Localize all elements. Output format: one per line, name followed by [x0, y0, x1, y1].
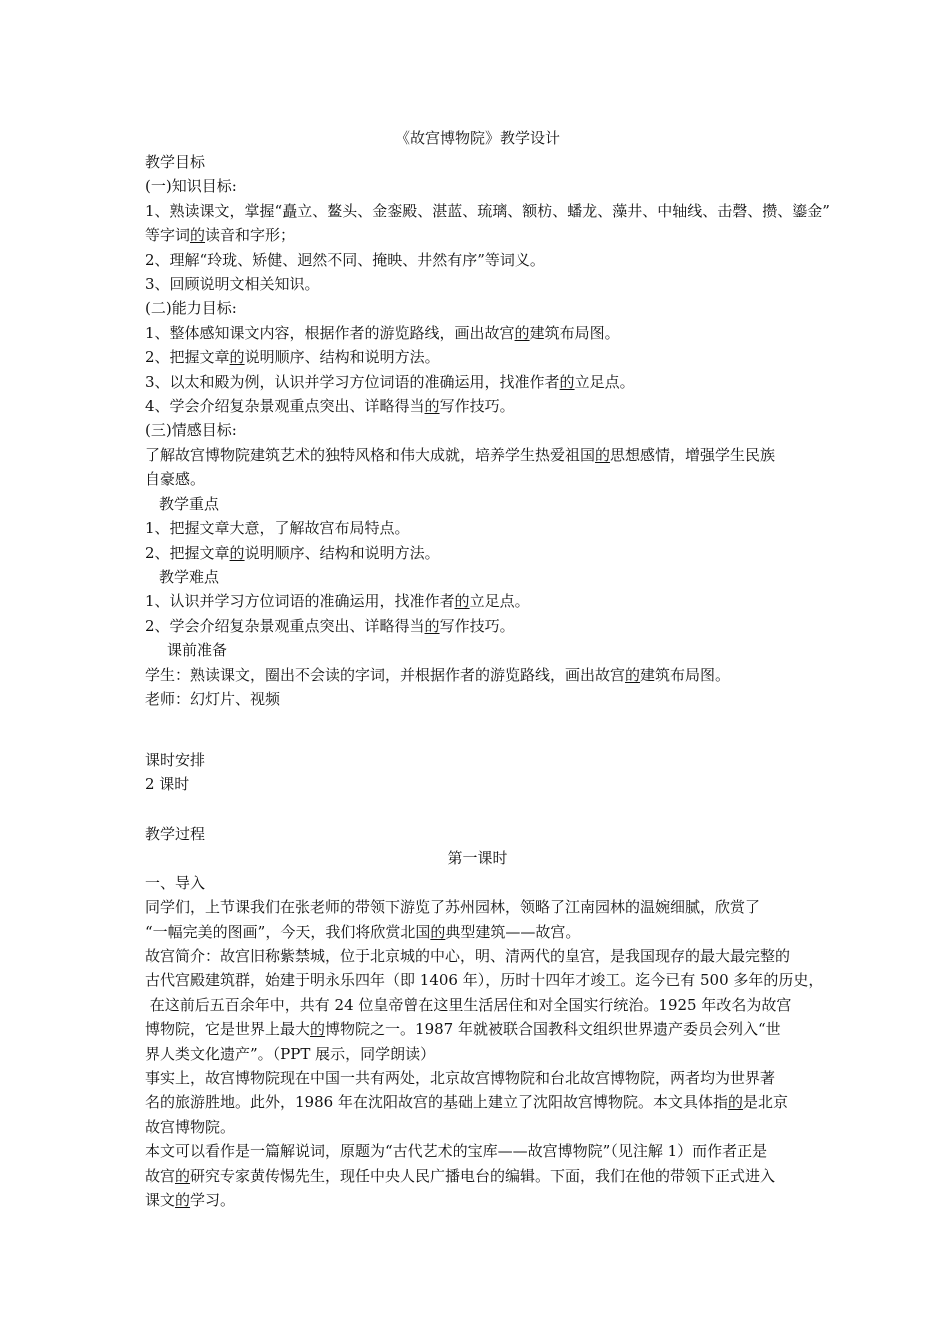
palace-intro-line: 在这前后五百余年中，共有 24 位皇帝曾在这里生活居住和对全国实行统治。1925 年改名为故宫 — [145, 995, 792, 1014]
difficulties-heading: 教学难点 — [159, 567, 220, 586]
text-intro-line: 故宫的研究专家黄传惕先生，现任中央人民广播电台的编辑。下面，我们在他的带领下正式进入 — [145, 1166, 776, 1185]
schedule-value: 2 课时 — [145, 775, 190, 794]
intro-heading: 一、导入 — [145, 873, 206, 892]
difficulties-item-1: 1、认识并学习方位词语的准确运用，找准作者的立足点。 — [145, 592, 530, 611]
museum-fact-line: 名的旅游胜地。此外，1986 年在沈阳故宫的基础上建立了沈阳故宫博物院。本文具体指的是北京 — [145, 1093, 788, 1112]
knowledge-heading: (一)知识目标: — [145, 177, 237, 196]
process-section — [145, 822, 824, 1213]
knowledge-item-3: 3、回顾说明文相关知识。 — [145, 275, 320, 294]
intro-paragraph-line: “一幅完美的图画”，今天，我们将欣赏北国的典型建筑——故宫。 — [145, 922, 581, 941]
emotion-heading: (三)情感目标: — [145, 421, 237, 440]
prep-student: 学生：熟读课文，圈出不会读的字词，并根据作者的游览路线，画出故宫的建筑布局图。 — [145, 665, 731, 684]
prep-heading: 课前准备 — [167, 641, 228, 660]
emotion-item-1-cont: 自豪感。 — [145, 470, 206, 489]
keypoints-item-2: 2、把握文章的说明顺序、结构和说明方法。 — [145, 543, 440, 562]
difficulties-item-2: 2、学会介绍复杂景观重点突出、详略得当的写作技巧。 — [145, 616, 515, 635]
text-intro-line: 课文的学习。 — [145, 1191, 236, 1210]
palace-intro-line: 界人类文化遗产”。（PPT 展示，同学朗读） — [145, 1044, 436, 1063]
knowledge-item-2: 2、理解“玲珑、矫健、迥然不同、掩映、井然有序”等词义。 — [145, 250, 545, 269]
title-text: 《故宫博物院》教学设计 — [394, 129, 560, 147]
knowledge-item-1-cont: 等字词的读音和字形； — [145, 226, 296, 245]
text-intro-line: 本文可以看作是一篇解说词，原题为“古代艺术的宝库——故宫博物院”（见注解 1）而作者正是 — [145, 1142, 768, 1161]
ability-item-1: 1、整体感知课文内容，根据作者的游览路线，画出故宫的建筑布局图。 — [145, 323, 620, 342]
knowledge-item-1: 1、熟读课文，掌握“矗立、鳌头、金銮殿、湛蓝、琉璃、额枋、蟠龙、藻井、中轴线、击磬、攒、鎏金” — [145, 201, 830, 220]
ability-item-4: 4、学会介绍复杂景观重点突出、详略得当的写作技巧。 — [145, 397, 515, 416]
ability-item-2: 2、把握文章的说明顺序、结构和说明方法。 — [145, 348, 440, 367]
objectives-section — [145, 150, 830, 711]
process-heading: 教学过程 — [145, 825, 206, 843]
palace-intro-line: 博物院，它是世界上最大的博物院之一。1987 年就被联合国教科文组织世界遗产委员会列入“世 — [145, 1020, 781, 1039]
ability-item-3: 3、以太和殿为例，认识并学习方位词语的准确运用，找准作者的立足点。 — [145, 372, 635, 391]
museum-fact-line: 事实上，故宫博物院现在中国一共有两处，北京故宫博物院和台北故宫博物院，两者均为世界著 — [145, 1069, 776, 1088]
palace-intro-line: 故宫简介：故宫旧称紫禁城，位于北京城的中心，明、清两代的皇宫，是我国现存的最大最完整的 — [145, 947, 791, 966]
schedule-heading: 课时安排 — [145, 751, 206, 769]
lesson-one-heading: 第一课时 — [447, 849, 508, 868]
palace-intro-line: 古代宫殿建筑群，始建于明永乐四年（即 1406 年），历时十四年才竣工。迄今已有 500 多年的历史， — [145, 971, 824, 990]
document-title — [145, 126, 810, 150]
intro-paragraph-line: 同学们，上节课我们在张老师的带领下游览了苏州园林，领略了江南园林的温婉细腻，欣赏了 — [145, 898, 761, 917]
schedule-section — [145, 748, 810, 797]
objectives-heading: 教学目标 — [145, 153, 206, 171]
museum-fact-line: 故宫博物院。 — [145, 1117, 236, 1136]
keypoints-item-1: 1、把握文章大意，了解故宫布局特点。 — [145, 519, 410, 538]
emotion-item-1: 了解故宫博物院建筑艺术的独特风格和伟大成就，培养学生热爱祖国的思想感情，增强学生民族 — [145, 445, 776, 464]
prep-teacher: 老师：幻灯片、视频 — [145, 689, 281, 708]
keypoints-heading: 教学重点 — [159, 494, 220, 513]
ability-heading: (二)能力目标: — [145, 299, 237, 318]
